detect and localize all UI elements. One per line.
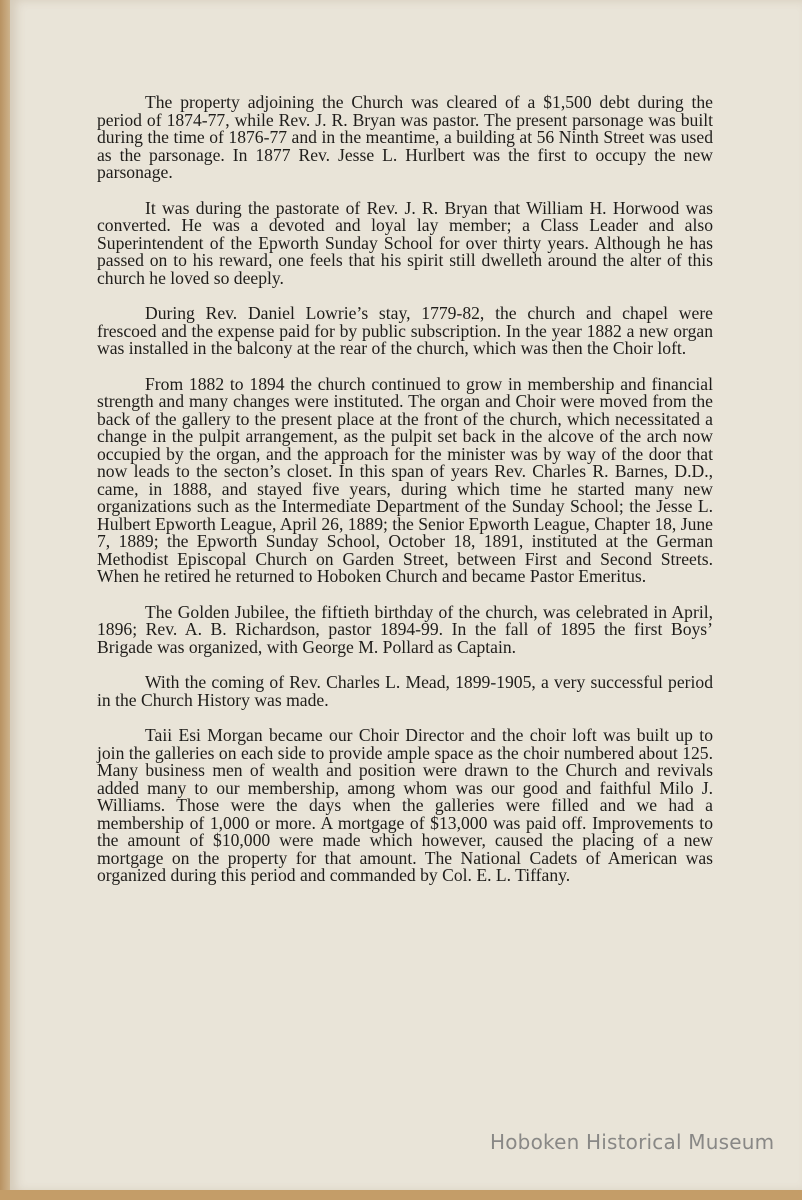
paragraph-mead: With the coming of Rev. Charles L. Mead, 1899-1905, a very successful period in the Church History was made. — [97, 672, 713, 710]
paragraph-property-parsonage: The property adjoining the Church was cleared of a $1,500 debt during the period of 1874-77, while Rev. J. R. Bryan was pastor. The present parsonage was built during the time of 1876-77 and in the meantime, a building at 56 Ninth Street was used as the parsonage. In 1877 Rev. Jesse L. Hurlbert was the first to occupy the new parsonage. — [97, 92, 713, 182]
museum-watermark: Hoboken Historical Museum — [490, 1130, 775, 1154]
document-body — [97, 94, 713, 903]
paragraph-morgan-choir: Taii Esi Morgan became our Choir Director and the choir loft was built up to join the galleries on each side to provide ample space as the choir numbered about 125. Many business men of wealth and position were drawn to the Church and revivals added many to our membership, among whom was our good and faithful Milo J. Williams. Those were the days when the galleries were filled and we had a membership of 1,000 or more. A mortgage of $13,000 was paid off. Improvements to the amount of $10,000 were made which however, caused the placing of a new mortgage on the property for that amount. The National Cadets of American was organized during this period and commanded by Col. E. L. Tiffany. — [97, 725, 713, 885]
paragraph-horwood: It was during the pastorate of Rev. J. R. Bryan that William H. Horwood was converted. He was a devoted and loyal lay member; a Class Leader and also Superintendent of the Epworth Sunday School for over thirty years. Although he has passed on to his reward, one feels that his spirit still dwelleth around the alter of this church he loved so deeply. — [97, 197, 713, 288]
paragraph-golden-jubilee: The Golden Jubilee, the fiftieth birthday of the church, was celebrated in April, 1896; Rev. A. B. Richardson, pastor 1894-99. In the fall of 1895 the first Boys’ Brigade was organized, with George M. Pollard as Captain. — [97, 601, 713, 657]
paragraph-lowrie: During Rev. Daniel Lowrie’s stay, 1779-82, the church and chapel were frescoed and the expense paid for by public subscription. In the year 1882 a new organ was installed in the balcony at the rear of the church, which was then the Choir loft. — [97, 303, 713, 358]
page-bottom-edge — [0, 1190, 802, 1200]
paragraph-growth-1882-1894: From 1882 to 1894 the church continued to grow in membership and financial strength and many changes were instituted. The organ and Choir were moved from the back of the gallery to the present place at the front of the church, which necessitated a change in the pulpit arrangement, as the pulpit set back in the alcove of the arch now occupied by the organ, and the approach for the minister was by way of the door that now leads to the secton’s closet. In this span of years Rev. Charles R. Barnes, D.D., came, in 1888, and stayed five years, during which time he started many new organizations such as the Intermediate Department of the Sunday School; the Jesse L. Hulbert Epworth League, April 26, 1889; the Senior Epworth League, Chapter 18, June 7, 1889; the Epworth Sunday School, October 18, 1891, instituted at the German Methodist Episcopal Church on Garden Street, between First and Second Streets. When he retired he returned to Hoboken Church and became Pastor Emeritus. — [97, 373, 713, 586]
